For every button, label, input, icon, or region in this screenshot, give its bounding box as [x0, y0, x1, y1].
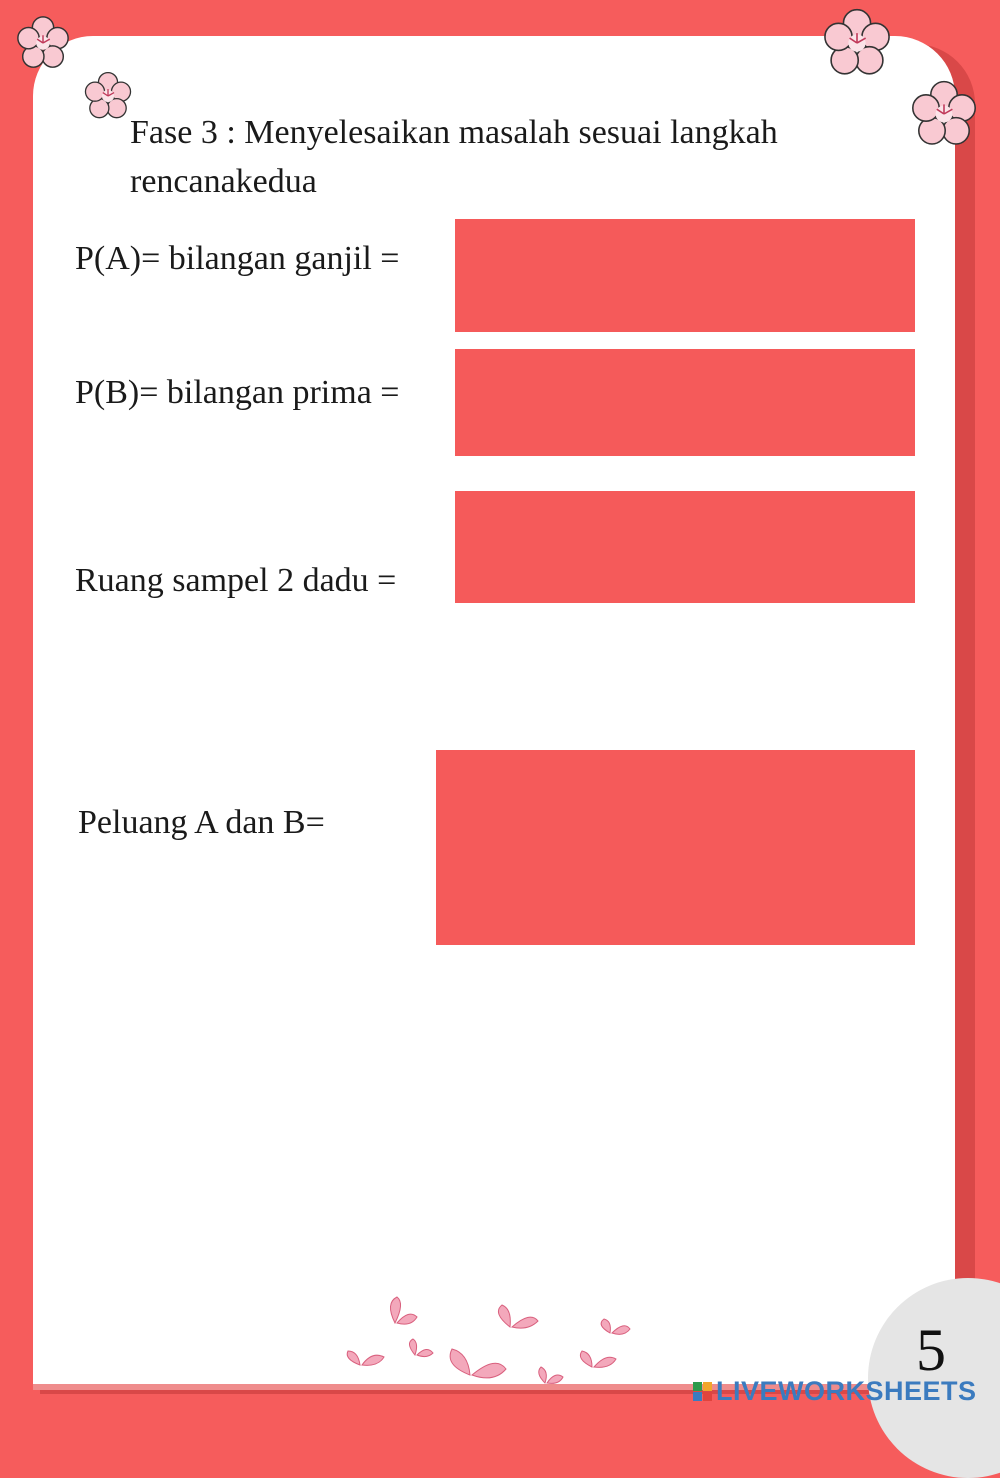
label-p-b: P(B)= bilangan prima =: [75, 374, 400, 411]
cherry-blossom-icon: [908, 78, 980, 150]
answer-box-probability-a-and-b[interactable]: [436, 750, 915, 945]
cherry-blossom-icon: [820, 6, 894, 80]
label-probability-a-and-b: Peluang A dan B=: [78, 804, 325, 841]
page-number: 5: [916, 1317, 946, 1383]
phase-title: Fase 3 : Menyelesaikan masalah sesuai langkah rencanakedua: [130, 114, 778, 200]
logo-text: LIVEWORKSHEETS: [716, 1375, 977, 1406]
answer-box-p-b[interactable]: [455, 349, 915, 456]
cherry-blossom-icon: [14, 14, 72, 72]
logo-squares-icon: [693, 1382, 712, 1401]
answer-box-sample-space[interactable]: [455, 491, 915, 603]
cherry-blossom-icon: [82, 70, 134, 122]
butterfly-icon: [330, 1295, 650, 1390]
label-sample-space: Ruang sampel 2 dadu =: [75, 562, 397, 599]
answer-box-p-a[interactable]: [455, 219, 915, 332]
liveworksheets-logo[interactable]: [693, 1376, 977, 1406]
label-p-a: P(A)= bilangan ganjil =: [75, 240, 400, 277]
